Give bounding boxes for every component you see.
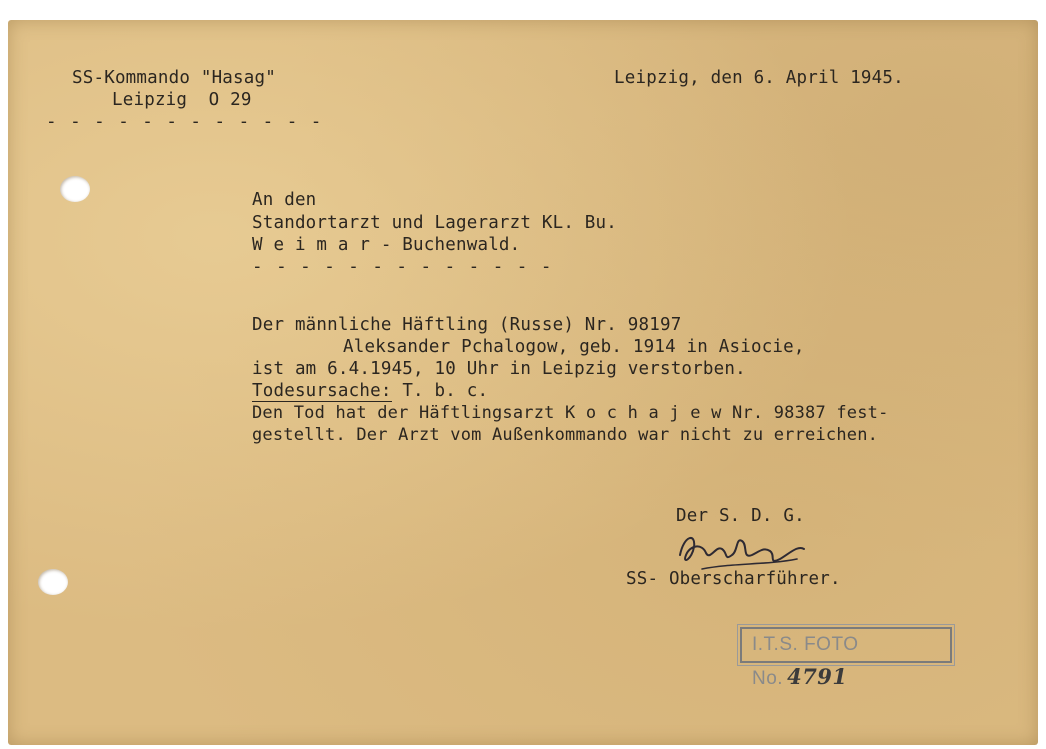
date-line: Leipzig, den 6. April 1945. — [614, 68, 904, 88]
sender-rule: - - - - - - - - - - - - — [46, 112, 323, 132]
sender-line-2: Leipzig O 29 — [112, 90, 252, 110]
recipient-line-2: Standortarzt und Lagerarzt KL. Bu. — [252, 213, 618, 233]
cause-label: Todesursache: — [252, 381, 392, 401]
punch-hole-top — [60, 176, 90, 202]
archive-stamp — [740, 627, 952, 689]
punch-hole-bottom — [38, 569, 68, 595]
sender-line-1: SS-Kommando "Hasag" — [72, 68, 276, 88]
body-line-3: ist am 6.4.1945, 10 Uhr in Leipzig verstorben. — [252, 359, 746, 379]
rank-line: SS- Oberscharführer. — [626, 569, 841, 589]
body-line-5: Den Tod hat der Häftlingsarzt K o c h a j e w Nr. 98387 fest- — [252, 403, 889, 423]
cause-value: T. b. c. — [391, 381, 489, 401]
body-line-2: Aleksander Pchalogow, geb. 1914 in Asiocie, — [343, 337, 805, 357]
cause-line — [252, 380, 488, 402]
recipient-line-3: W e i m a r - Buchenwald. — [252, 235, 521, 255]
closing-line: Der S. D. G. — [676, 506, 805, 526]
stamp-label: I.T.S. FOTO No. — [752, 634, 859, 689]
stamp-number: 4791 — [787, 664, 848, 689]
body-line-1: Der männliche Häftling (Russe) Nr. 98197 — [252, 315, 682, 335]
body-line-6: gestellt. Der Arzt vom Außenkommando war nicht zu erreichen. — [252, 425, 879, 445]
recipient-rule: - - - - - - - - - - - - - — [252, 257, 553, 277]
recipient-line-1: An den — [252, 190, 317, 210]
